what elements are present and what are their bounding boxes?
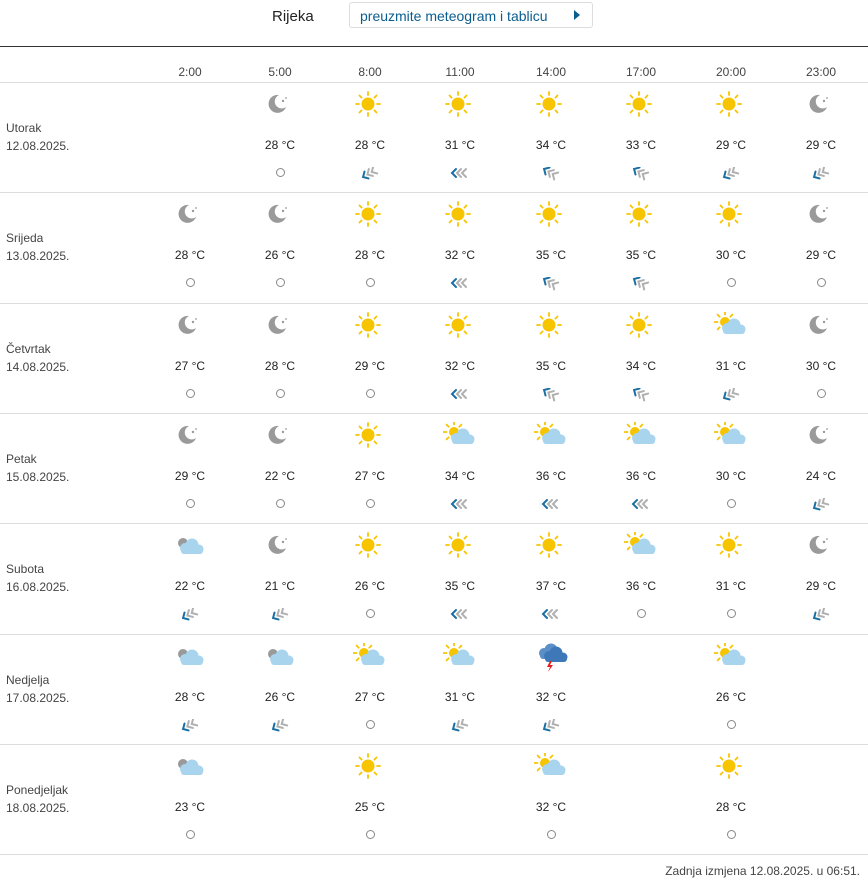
temperature: 34 °C: [625, 358, 657, 373]
partly-cloudy-icon: [340, 643, 400, 673]
wind-direction-icon: [808, 498, 834, 517]
hour-header: 5:00: [268, 65, 292, 79]
temperature: 37 °C: [535, 579, 567, 594]
sun-icon: [430, 312, 490, 342]
day-date: 18.08.2025.: [6, 800, 70, 815]
download-meteogram-label: preuzmite meteogram i tablicu: [360, 8, 548, 24]
sun-icon: [701, 753, 761, 783]
temperature: 27 °C: [354, 468, 386, 483]
row-divider: [0, 634, 868, 635]
temperature: 29 °C: [805, 138, 837, 152]
partly-cloudy-icon: [701, 643, 761, 673]
calm-wind-icon: [366, 499, 375, 508]
sun-icon: [430, 91, 490, 121]
sun-icon: [340, 312, 400, 342]
temperature: 21 °C: [264, 579, 296, 594]
temperature: 28 °C: [715, 799, 747, 814]
hour-header: 11:00: [445, 65, 475, 79]
wind-direction-icon: [177, 608, 203, 627]
day-label: [6, 560, 69, 596]
calm-wind-icon: [366, 830, 375, 839]
day-date: 13.08.2025.: [6, 249, 70, 264]
wind-direction-icon: [447, 608, 473, 627]
play-arrow-icon: [574, 10, 580, 20]
temperature: 26 °C: [264, 248, 296, 263]
sun-icon: [430, 201, 490, 231]
calm-wind-icon: [727, 720, 736, 729]
wind-direction-icon: [718, 388, 744, 407]
row-divider: [0, 854, 868, 855]
sun-icon: [701, 532, 761, 562]
day-label: [6, 340, 69, 376]
temperature: 29 °C: [174, 468, 206, 483]
sun-icon: [521, 91, 581, 121]
row-divider: [0, 744, 868, 745]
moon-icon: [250, 532, 310, 562]
temperature: 28 °C: [354, 248, 386, 263]
partly-cloudy-icon: [430, 643, 490, 673]
moon-icon: [791, 422, 851, 452]
day-date: 15.08.2025.: [6, 469, 70, 484]
wind-direction-icon: [538, 167, 564, 186]
day-date: 14.08.2025.: [6, 359, 70, 374]
hour-header: 2:00: [178, 65, 202, 79]
calm-wind-icon: [186, 499, 195, 508]
sun-icon: [340, 201, 400, 231]
calm-wind-icon: [186, 389, 195, 398]
download-meteogram-button[interactable]: [349, 2, 593, 28]
temperature: 26 °C: [264, 689, 296, 704]
temperature: 22 °C: [174, 579, 206, 594]
day-date: 12.08.2025.: [6, 139, 70, 153]
calm-wind-icon: [186, 278, 195, 287]
temperature: 36 °C: [625, 468, 657, 483]
sun-icon: [340, 422, 400, 452]
calm-wind-icon: [817, 278, 826, 287]
sun-icon: [340, 91, 400, 121]
thunderstorm-icon: [521, 643, 581, 673]
wind-direction-icon: [177, 719, 203, 738]
wind-direction-icon: [808, 608, 834, 627]
day-label: [6, 671, 69, 707]
day-label: [6, 119, 69, 155]
temperature: 28 °C: [264, 358, 296, 373]
cloudy-night-icon: [160, 643, 220, 673]
day-name: Subota: [6, 562, 45, 577]
temperature: 33 °C: [625, 138, 657, 152]
moon-icon: [250, 91, 310, 121]
moon-icon: [250, 312, 310, 342]
temperature: 26 °C: [715, 689, 747, 704]
moon-icon: [160, 422, 220, 452]
wind-direction-icon: [538, 388, 564, 407]
sun-icon: [521, 312, 581, 342]
temperature: 35 °C: [444, 579, 476, 594]
last-updated: Zadnja izmjena 12.08.2025. u 06:51.: [665, 864, 860, 878]
partly-cloudy-icon: [701, 422, 761, 452]
cloudy-night-icon: [160, 753, 220, 783]
wind-direction-icon: [808, 167, 834, 186]
wind-direction-icon: [267, 608, 293, 627]
calm-wind-icon: [637, 609, 646, 618]
temperature: 35 °C: [535, 358, 567, 373]
sun-icon: [701, 201, 761, 231]
calm-wind-icon: [547, 830, 556, 839]
partly-cloudy-icon: [430, 422, 490, 452]
temperature: 36 °C: [535, 468, 567, 483]
temperature: 29 °C: [354, 358, 386, 373]
temperature: 35 °C: [535, 248, 567, 263]
wind-direction-icon: [357, 167, 383, 186]
partly-cloudy-icon: [611, 532, 671, 562]
hour-header: 17:00: [625, 65, 657, 79]
day-name: Ponedjeljak: [6, 782, 69, 797]
calm-wind-icon: [186, 830, 195, 839]
calm-wind-icon: [817, 389, 826, 398]
temperature: 23 °C: [174, 799, 206, 814]
day-name: Srijeda: [6, 231, 44, 246]
calm-wind-icon: [276, 278, 285, 287]
temperature: 32 °C: [535, 799, 567, 814]
temperature: 25 °C: [354, 799, 386, 814]
wind-direction-icon: [538, 719, 564, 738]
calm-wind-icon: [727, 609, 736, 618]
calm-wind-icon: [366, 278, 375, 287]
moon-icon: [791, 312, 851, 342]
moon-icon: [250, 201, 310, 231]
day-label: [6, 450, 69, 486]
calm-wind-icon: [727, 499, 736, 508]
sun-icon: [340, 753, 400, 783]
wind-direction-icon: [718, 167, 744, 186]
day-date: 17.08.2025.: [6, 690, 70, 705]
calm-wind-icon: [366, 720, 375, 729]
moon-icon: [160, 312, 220, 342]
temperature: 32 °C: [535, 689, 567, 704]
wind-direction-icon: [447, 167, 473, 186]
calm-wind-icon: [276, 389, 285, 398]
temperature: 31 °C: [715, 358, 747, 373]
city-name: Rijeka: [272, 8, 314, 25]
calm-wind-icon: [727, 278, 736, 287]
day-name: Nedjelja: [6, 672, 50, 687]
wind-direction-icon: [538, 608, 564, 627]
row-divider: [0, 523, 868, 524]
wind-direction-icon: [628, 498, 654, 517]
day-name: Četvrtak: [6, 341, 51, 356]
day-label: [6, 781, 69, 817]
temperature: 28 °C: [354, 138, 386, 152]
sun-icon: [611, 91, 671, 121]
temperature: 30 °C: [805, 358, 837, 373]
temperature: 26 °C: [354, 579, 386, 594]
temperature: 24 °C: [805, 468, 837, 483]
calm-wind-icon: [366, 389, 375, 398]
cloudy-night-icon: [160, 532, 220, 562]
moon-icon: [791, 201, 851, 231]
temperature: 27 °C: [354, 689, 386, 704]
hour-header: 14:00: [535, 65, 567, 79]
temperature: 31 °C: [715, 579, 747, 594]
temperature: 22 °C: [264, 468, 296, 483]
day-name: Utorak: [6, 121, 42, 135]
temperature: 36 °C: [625, 579, 657, 594]
wind-direction-icon: [538, 498, 564, 517]
temperature: 29 °C: [805, 579, 837, 594]
hour-header: 23:00: [805, 65, 837, 79]
wind-direction-icon: [628, 277, 654, 296]
day-date: 16.08.2025.: [6, 580, 70, 595]
temperature: 32 °C: [444, 358, 476, 373]
cloudy-night-icon: [250, 643, 310, 673]
calm-wind-icon: [276, 168, 285, 177]
wind-direction-icon: [447, 388, 473, 407]
moon-icon: [791, 532, 851, 562]
temperature: 28 °C: [174, 248, 206, 263]
wind-direction-icon: [628, 388, 654, 407]
temperature: 34 °C: [444, 468, 476, 483]
sun-icon: [611, 201, 671, 231]
header-divider: [0, 82, 868, 83]
wind-direction-icon: [267, 719, 293, 738]
top-bar: [0, 0, 868, 47]
sun-icon: [611, 312, 671, 342]
temperature: 30 °C: [715, 248, 747, 263]
wind-direction-icon: [628, 167, 654, 186]
hour-header: 20:00: [715, 65, 747, 79]
temperature: 28 °C: [174, 689, 206, 704]
temperature: 34 °C: [535, 138, 567, 152]
temperature: 29 °C: [805, 248, 837, 263]
sun-icon: [340, 532, 400, 562]
partly-cloudy-icon: [611, 422, 671, 452]
sun-icon: [521, 201, 581, 231]
temperature: 30 °C: [715, 468, 747, 483]
wind-direction-icon: [447, 498, 473, 517]
partly-cloudy-icon: [701, 312, 761, 342]
calm-wind-icon: [366, 609, 375, 618]
moon-icon: [160, 201, 220, 231]
moon-icon: [791, 91, 851, 121]
wind-direction-icon: [447, 277, 473, 296]
temperature: 29 °C: [715, 138, 747, 152]
temperature: 31 °C: [444, 138, 476, 152]
sun-icon: [430, 532, 490, 562]
temperature: 35 °C: [625, 248, 657, 263]
temperature: 32 °C: [444, 248, 476, 263]
calm-wind-icon: [727, 830, 736, 839]
wind-direction-icon: [447, 719, 473, 738]
sun-icon: [701, 91, 761, 121]
temperature: 27 °C: [174, 358, 206, 373]
row-divider: [0, 413, 868, 414]
calm-wind-icon: [276, 499, 285, 508]
sun-icon: [521, 532, 581, 562]
moon-icon: [250, 422, 310, 452]
row-divider: [0, 303, 868, 304]
temperature: 31 °C: [444, 689, 476, 704]
day-label: [6, 229, 69, 265]
partly-cloudy-icon: [521, 753, 581, 783]
day-name: Petak: [6, 451, 37, 466]
temperature: 28 °C: [264, 138, 296, 152]
row-divider: [0, 192, 868, 193]
partly-cloudy-icon: [521, 422, 581, 452]
hour-header: 8:00: [358, 65, 382, 79]
wind-direction-icon: [538, 277, 564, 296]
